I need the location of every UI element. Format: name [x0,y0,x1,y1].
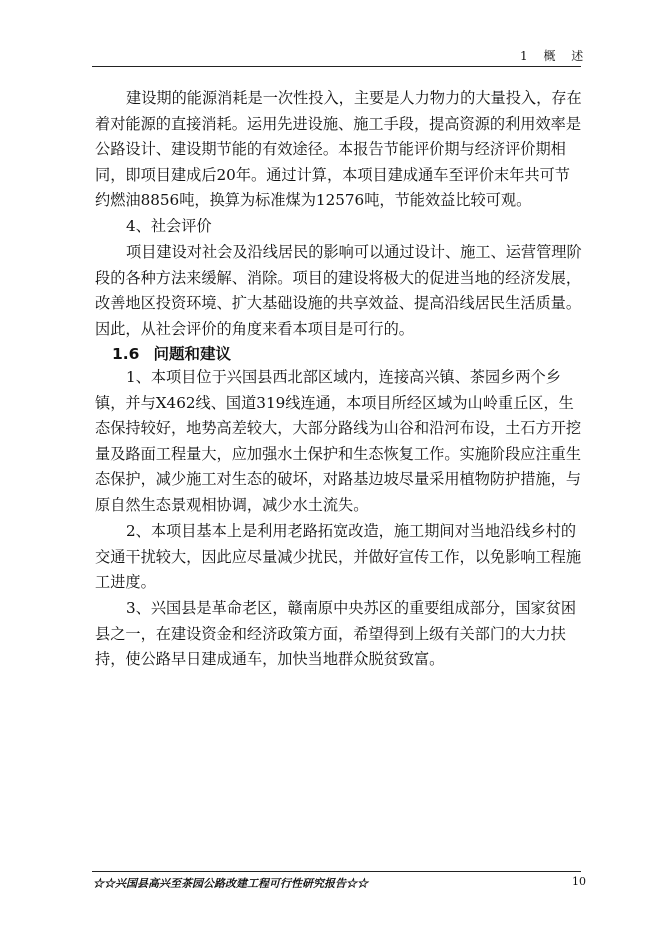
paragraph-energy: 建设期的能源消耗是一次性投入，主要是人力物力的大量投入，存在着对能源的直接消耗。运用先进设施、施工手段，提高资源的利用效率是公路设计、建设期节能的有效途径。本报告节能评价期与经济评价期相同，即项目建成后20年。通过计算，本项目建成通车至评价末年共可节约燃油8856吨，换算为标准煤为12576吨，节能效益比较可观。 [95,89,582,210]
section-number: 1.6 [112,345,140,363]
header-divider [92,66,581,67]
paragraph-suggestion-3: 3、兴国县是革命老区，赣南原中央苏区的重要组成部分，国家贫困县之一，在建设资金和经济政策方面，希望得到上级有关部门的大力扶持，使公路早日建成通车，加快当地群众脱贫致富。 [95,599,577,669]
page-number: 10 [572,875,586,888]
paragraph-suggestion-1: 1、本项目位于兴国县西北部区域内，连接高兴镇、茶园乡两个乡镇，并与X462线、国道319线连通，本项目所经区域为山岭重丘区，生态保持较好，地势高差较大，大部分路线为山谷和沿河布设，土石方开挖量及路面工程量大，应加强水土保护和生态恢复工作。实施阶段应注重生态保护，减少施工对生态的破坏，对路基边坡尽量采用植物防护措施，与原自然生态景观相协调，减少水土流失。 [95,368,581,514]
footer-report-title: ☆☆兴国县高兴至茶园公路改建工程可行性研究报告☆☆ [93,877,368,890]
section-heading [112,342,245,364]
paragraph-suggestion-2: 2、本项目基本上是利用老路拓宽改造，施工期间对当地沿线乡村的交通干扰较大，因此应尽量减少扰民，并做好宣传工作，以免影响工程施工进度。 [95,522,581,592]
header-chapter: 1 概 述 [520,49,590,63]
paragraph-social: 项目建设对社会及沿线居民的影响可以通过设计、施工、运营管理阶段的各种方法来缓解、消除。项目的建设将极大的促进当地的经济发展，改善地区投资环境、扩大基础设施的共享效益、提高沿线居民生活质量。因此，从社会评价的角度来看本项目是可行的。 [95,243,582,338]
footer-divider [92,871,581,872]
section-title: 问题和建议 [153,345,231,363]
subheading-social-evaluation: 4、社会评价 [126,217,212,235]
